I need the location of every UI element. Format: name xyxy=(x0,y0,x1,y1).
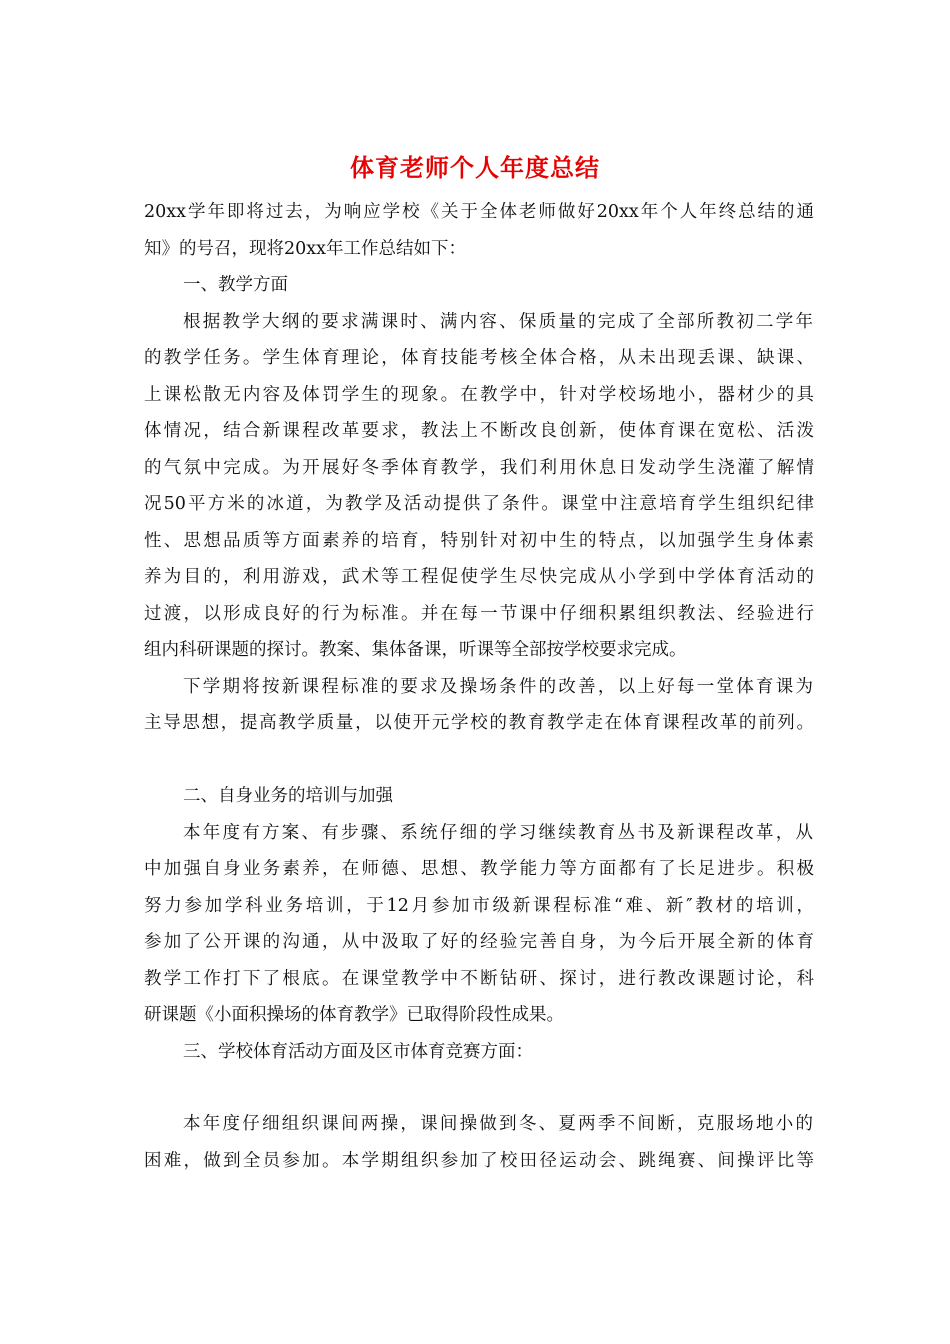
paragraph-line: 体情况，结合新课程改革要求，教法上不断改良创新，使体育课在宽松、活泼 xyxy=(144,421,814,441)
paragraph-line: 根据教学大纲的要求满课时、满内容、保质量的完成了全部所教初二学年 xyxy=(183,312,813,332)
paragraph-line: 下学期将按新课程标准的要求及操场条件的改善，以上好每一堂体育课为 xyxy=(183,677,813,697)
paragraph-line: 养为目的，利用游戏，武术等工程促使学生尽快完成从小学到中学体育活动的 xyxy=(144,567,814,587)
paragraph-line: 的气氛中完成。为开展好冬季体育教学，我们利用休息日发动学生浇灌了解情 xyxy=(144,458,814,478)
paragraph-line: 努力参加学科业务培训，于12月参加市级新课程标准“难、新″教材的培训， xyxy=(144,896,814,916)
paragraph-line: 性、思想品质等方面素养的培育，特别针对初中生的特点，以加强学生身体素 xyxy=(144,531,814,551)
document-title: 体育老师个人年度总结 xyxy=(350,153,600,182)
paragraph-line: 的教学任务。学生体育理论，体育技能考核全体合格，从未出现丢课、缺课、 xyxy=(144,348,814,368)
paragraph-line: 研课题《小面积操场的体育教学》已取得阶段性成果。 xyxy=(144,1005,564,1025)
paragraph-line: 教学工作打下了根底。在课堂教学中不断钻研、探讨，进行教改课题讨论，科 xyxy=(144,969,814,989)
paragraph-line: 过渡，以形成良好的行为标准。并在每一节课中仔细积累组织教法、经验进行 xyxy=(144,604,814,624)
paragraph-line: 参加了公开课的沟通，从中汲取了好的经验完善自身，为今后开展全新的体育 xyxy=(144,932,814,952)
paragraph-line: 上课松散无内容及体罚学生的现象。在教学中，针对学校场地小，器材少的具 xyxy=(144,385,814,405)
paragraph-line: 困难，做到全员参加。本学期组织参加了校田径运动会、跳绳赛、间操评比等 xyxy=(144,1151,814,1171)
section-heading: 三、学校体育活动方面及区市体育竞赛方面： xyxy=(183,1042,533,1062)
section-heading: 二、自身业务的培训与加强 xyxy=(183,786,393,806)
paragraph-line: 本年度仔细组织课间两操，课间操做到冬、夏两季不间断，克服场地小的 xyxy=(183,1114,813,1134)
paragraph-line: 况50平方米的冰道，为教学及活动提供了条件。课堂中注意培育学生组织纪律 xyxy=(144,494,814,514)
paragraph-line: 中加强自身业务素养，在师德、思想、教学能力等方面都有了长足进步。积极 xyxy=(144,859,814,879)
paragraph-line: 组内科研课题的探讨。教案、集体备课，听课等全部按学校要求完成。 xyxy=(144,640,687,660)
paragraph-line: 知》的号召，现将20xx年工作总结如下： xyxy=(144,239,467,259)
section-heading: 一、教学方面 xyxy=(183,275,288,295)
paragraph-line: 本年度有方案、有步骤、系统仔细的学习继续教育丛书及新课程改革，从 xyxy=(183,823,813,843)
paragraph-line: 主导思想，提高教学质量，以使开元学校的教育教学走在体育课程改革的前列。 xyxy=(144,713,814,733)
paragraph-line: 20xx学年即将过去，为响应学校《关于全体老师做好20xx年个人年终总结的通 xyxy=(144,202,814,222)
